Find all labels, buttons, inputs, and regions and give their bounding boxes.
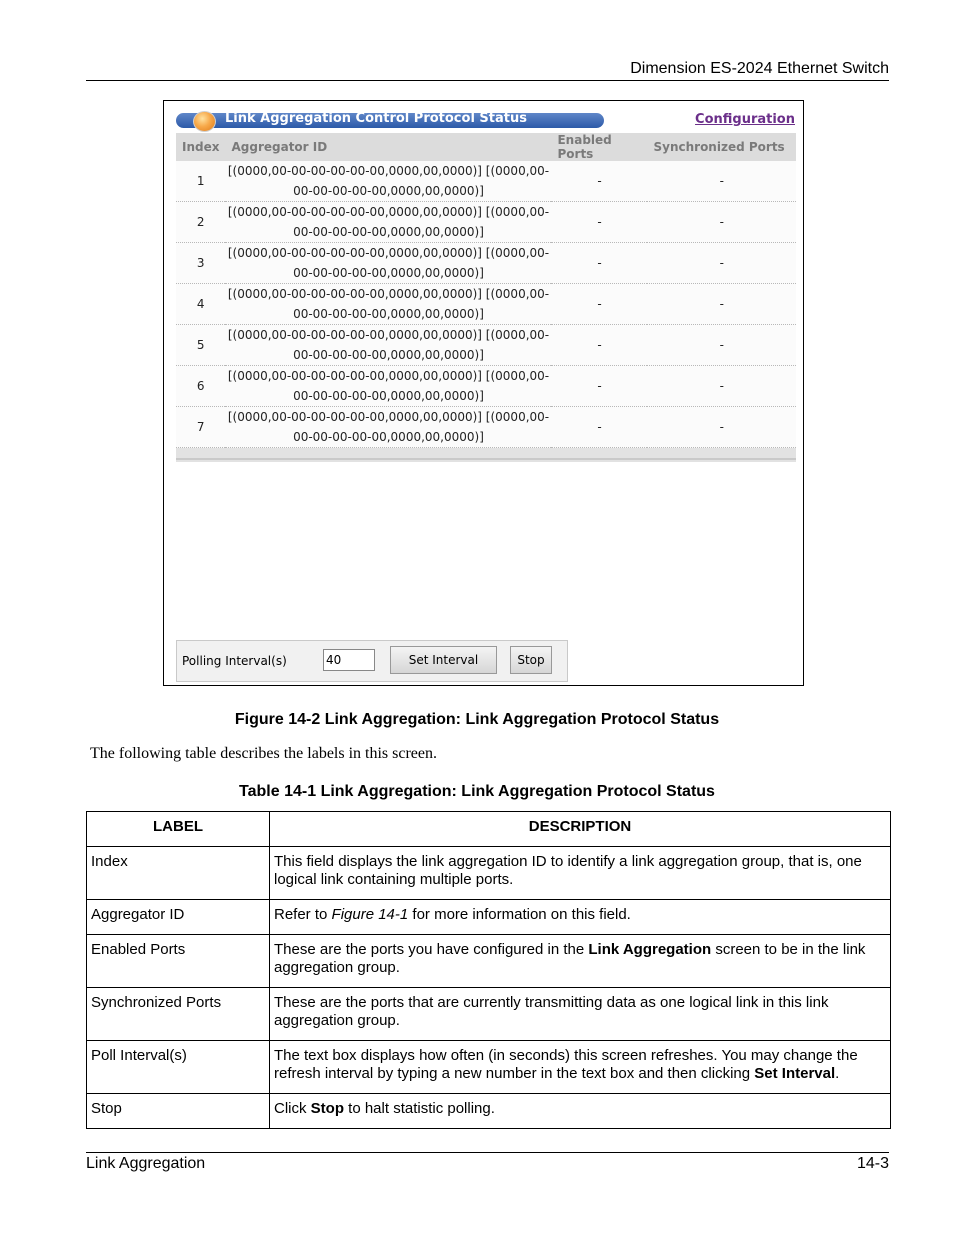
lacp-status-table	[176, 133, 796, 462]
synchronized-ports-cell: -	[647, 161, 796, 202]
intro-text: The following table describes the labels in this screen.	[90, 745, 438, 762]
label-column-header: LABEL	[87, 812, 270, 847]
description-text: The text box displays how often (in seconds) this screen refreshes. You may change the refresh interval by typing a new number in the text box and then clicking	[274, 1047, 858, 1082]
footer-chapter: Link Aggregation	[86, 1155, 206, 1172]
description-row	[87, 988, 891, 1041]
description-cell	[270, 900, 891, 935]
enabled-ports-cell: -	[551, 366, 647, 407]
description-text: to halt statistic polling.	[344, 1100, 495, 1117]
figure-caption: Figure 14-2 Link Aggregation: Link Aggregation Protocol Status	[234, 711, 720, 728]
label-cell: Stop	[87, 1094, 270, 1129]
label-cell: Index	[87, 847, 270, 900]
index-cell: 7	[176, 407, 225, 448]
description-text: Refer to	[274, 906, 332, 923]
description-row	[87, 1041, 891, 1094]
polling-interval-label: Polling Interval(s)	[182, 654, 287, 668]
screenshot-figure	[163, 100, 804, 686]
description-table	[86, 811, 891, 1129]
index-cell: 6	[176, 366, 225, 407]
aggregator-id-line: [(0000,00-00-00-00-00-00,0000,00,0000)] [(0000,00-	[227, 164, 550, 178]
index-cell: 1	[176, 161, 225, 202]
polling-bar	[176, 640, 568, 682]
enabled-ports-cell: -	[551, 202, 647, 243]
description-row	[87, 900, 891, 935]
set-interval-button[interactable]: Set Interval	[390, 646, 497, 674]
aggregator-id-line: [(0000,00-00-00-00-00-00,0000,00,0000)] [(0000,00-	[227, 328, 550, 342]
description-cell	[270, 935, 891, 988]
synchronized-ports-cell: -	[647, 202, 796, 243]
description-row	[87, 935, 891, 988]
index-cell: 2	[176, 202, 225, 243]
aggregator-id-line: [(0000,00-00-00-00-00-00,0000,00,0000)] [(0000,00-	[227, 205, 550, 219]
index-cell: 4	[176, 284, 225, 325]
aggregator-id-line: [(0000,00-00-00-00-00-00,0000,00,0000)] [(0000,00-	[227, 287, 550, 301]
table-caption: Table 14-1 Link Aggregation: Link Aggregation Protocol Status	[239, 783, 715, 800]
aggregator-id-line: 00-00-00-00-00,0000,00,0000)]	[293, 225, 484, 239]
description-cell	[270, 988, 891, 1041]
aggregator-id-cell	[225, 325, 551, 366]
page-header: Dimension ES-2024 Ethernet Switch	[86, 60, 889, 81]
description-row	[87, 1094, 891, 1129]
aggregator-id-cell	[225, 407, 551, 448]
footer-page-number: 14-3	[856, 1155, 889, 1172]
index-cell: 5	[176, 325, 225, 366]
description-text: These are the ports you have configured in the	[274, 941, 589, 958]
description-text: These are the ports that are currently transmitting data as one logical link in this link aggregation group.	[274, 994, 829, 1029]
enabled-ports-cell: -	[551, 284, 647, 325]
synchronized-ports-cell: -	[647, 325, 796, 366]
aggregator-id-line: 00-00-00-00-00,0000,00,0000)]	[293, 430, 484, 444]
column-header-index: Index	[176, 133, 225, 161]
aggregator-id-line: 00-00-00-00-00,0000,00,0000)]	[293, 389, 484, 403]
table-row	[176, 366, 796, 407]
page-footer	[86, 1152, 889, 1173]
description-cell	[270, 1094, 891, 1129]
enabled-ports-cell: -	[551, 407, 647, 448]
synchronized-ports-cell: -	[647, 284, 796, 325]
description-column-header: DESCRIPTION	[270, 812, 891, 847]
description-text: for more information on this field.	[408, 906, 631, 923]
aggregator-id-cell	[225, 161, 551, 202]
stop-button[interactable]: Stop	[510, 646, 552, 674]
description-text: .	[835, 1065, 840, 1082]
aggregator-id-line: [(0000,00-00-00-00-00-00,0000,00,0000)] [(0000,00-	[227, 246, 550, 260]
synchronized-ports-cell: -	[647, 407, 796, 448]
aggregator-id-line: 00-00-00-00-00,0000,00,0000)]	[293, 307, 484, 321]
table-row	[176, 284, 796, 325]
aggregator-id-cell	[225, 284, 551, 325]
aggregator-id-line: 00-00-00-00-00,0000,00,0000)]	[293, 348, 484, 362]
description-text: Click	[274, 1100, 311, 1117]
description-text: This field displays the link aggregation ID to identify a link aggregation group, that is, one logical link containing multiple ports.	[274, 853, 862, 888]
description-cell	[270, 1041, 891, 1094]
aggregator-id-line: [(0000,00-00-00-00-00-00,0000,00,0000)] [(0000,00-	[227, 410, 550, 424]
enabled-ports-cell: -	[551, 325, 647, 366]
index-cell: 3	[176, 243, 225, 284]
table-header-row	[176, 133, 796, 161]
description-text: screen to be in the link aggregation group.	[274, 941, 866, 976]
description-row	[87, 847, 891, 900]
table-row	[176, 202, 796, 243]
title-bar	[176, 113, 604, 128]
status-orb-icon	[193, 111, 216, 132]
description-header-row	[87, 812, 891, 847]
polling-interval-input[interactable]	[323, 649, 375, 671]
table-row	[176, 407, 796, 448]
button-name-emphasis: Stop	[310, 1100, 344, 1117]
figure-reference: Figure 14-1	[331, 906, 409, 923]
column-header-synchronized-ports: Synchronized Ports	[647, 133, 796, 161]
configuration-link[interactable]: Configuration	[695, 112, 795, 127]
label-cell: Aggregator ID	[87, 900, 270, 935]
screen-name-emphasis: Link Aggregation	[588, 941, 712, 958]
table-row	[176, 161, 796, 202]
label-cell: Enabled Ports	[87, 935, 270, 988]
aggregator-id-line: 00-00-00-00-00,0000,00,0000)]	[293, 266, 484, 280]
enabled-ports-cell: -	[551, 243, 647, 284]
screen-title: Link Aggregation Control Protocol Status	[225, 111, 527, 126]
aggregator-id-cell	[225, 243, 551, 284]
enabled-ports-cell: -	[551, 161, 647, 202]
divider	[176, 458, 796, 460]
aggregator-id-line: [(0000,00-00-00-00-00-00,0000,00,0000)] [(0000,00-	[227, 369, 550, 383]
synchronized-ports-cell: -	[647, 243, 796, 284]
description-cell	[270, 847, 891, 900]
button-name-emphasis: Set Interval	[754, 1065, 836, 1082]
aggregator-id-line: 00-00-00-00-00,0000,00,0000)]	[293, 184, 484, 198]
table-row	[176, 325, 796, 366]
aggregator-id-cell	[225, 202, 551, 243]
synchronized-ports-cell: -	[647, 366, 796, 407]
column-header-aggregator-id: Aggregator ID	[225, 133, 551, 161]
aggregator-id-cell	[225, 366, 551, 407]
table-row	[176, 243, 796, 284]
label-cell: Poll Interval(s)	[87, 1041, 270, 1094]
column-header-enabled-ports: Enabled Ports	[551, 133, 647, 161]
label-cell: Synchronized Ports	[87, 988, 270, 1041]
